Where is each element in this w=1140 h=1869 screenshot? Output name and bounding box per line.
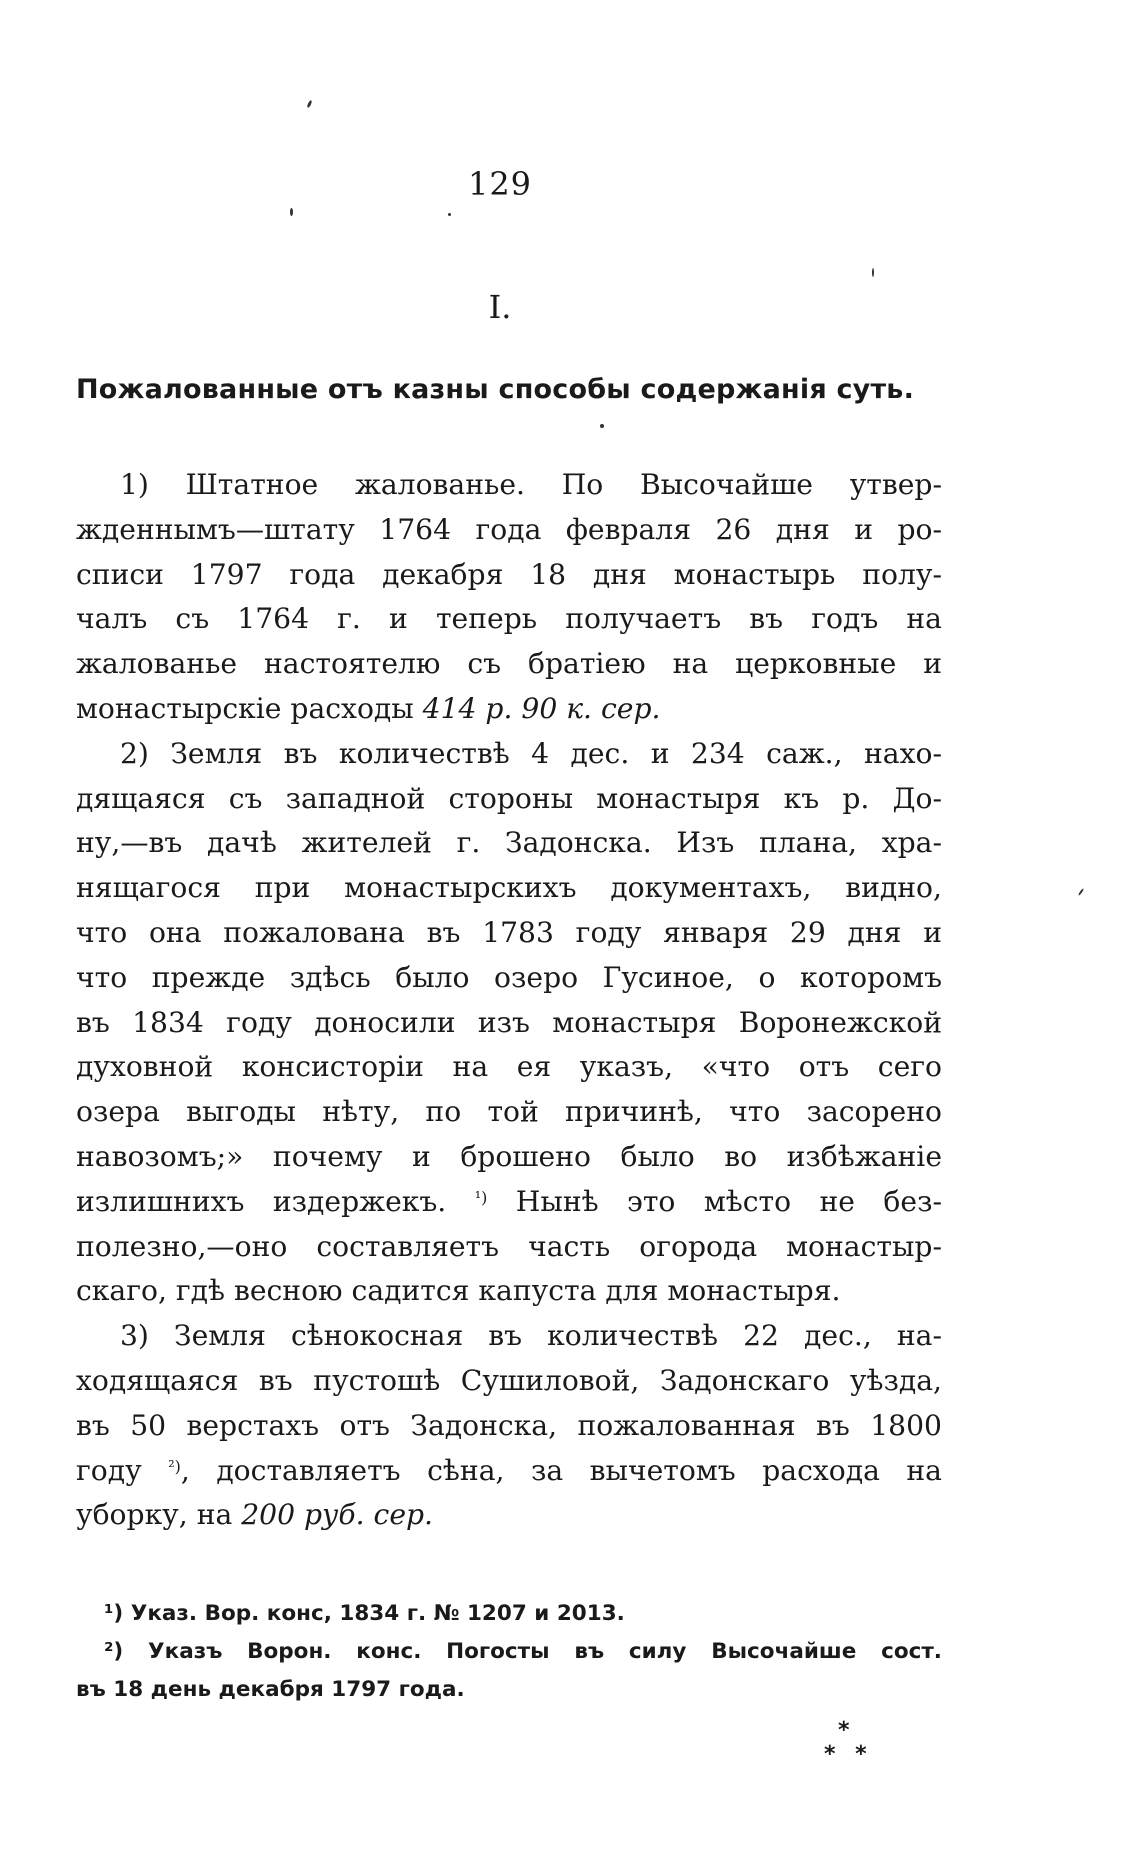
text-line: озера выгоды нѣту, по той причинѣ, что засорено	[76, 1095, 942, 1129]
text-line: 3) Земля сѣнокосная въ количествѣ 22 дес., на-	[120, 1319, 942, 1353]
footnote-text: Указ. Вор. конс, 1834 г. № 1207 и 2013.	[130, 1601, 625, 1626]
print-speck	[1078, 888, 1084, 896]
text-line: что она пожалована въ 1783 году января 29 дня и	[76, 915, 942, 949]
print-speck	[600, 424, 604, 428]
text-line: въ 50 верстахъ отъ Задонска, пожалованная въ 1800	[76, 1408, 942, 1442]
footnotes	[76, 1595, 942, 1709]
text-fragment: , доставляетъ сѣна, за вычетомъ расхода на	[180, 1453, 942, 1487]
text-line: дящаяся съ западной стороны монастыря къ р. До-	[76, 781, 942, 815]
text-line	[76, 1180, 942, 1225]
hay-value: 200 руб. сер.	[241, 1498, 434, 1532]
text-line: чалъ съ 1764 г. и теперь получаетъ въ годъ на	[76, 602, 942, 636]
text-line: въ 1834 году доносили изъ монастыря Воронежской	[76, 1005, 942, 1039]
text-line: жалованье настоятелю съ братіею на церковные и	[76, 647, 942, 681]
footnote-2-continuation: въ 18 день декабря 1797 года.	[76, 1677, 465, 1702]
section-numeral: I.	[488, 288, 512, 326]
section-heading: Пожалованные отъ казны способы содержанія суть.	[76, 374, 915, 405]
salary-amount: 414 р. 90 к. сер.	[422, 691, 661, 725]
asterism-bottom: * *	[824, 1742, 873, 1767]
print-speck	[872, 268, 874, 277]
text-line: 2) Земля въ количествѣ 4 дес. и 234 саж., нахо-	[120, 736, 942, 770]
text-fragment: уборку, на	[76, 1498, 242, 1532]
text-line	[76, 687, 942, 732]
text-line: 1) Штатное жалованье. По Высочайше утвер-	[120, 468, 942, 501]
page-number: 129	[467, 165, 533, 203]
paragraph-3	[76, 1314, 942, 1538]
text-fragment: Нынѣ это мѣсто не без-	[515, 1184, 942, 1218]
text-fragment: году	[76, 1453, 142, 1487]
text-line: навозомъ;» почему и брошено было во избѣжаніе	[76, 1139, 942, 1173]
text-line: духовной консисторіи на ея указъ, «что отъ сего	[76, 1050, 942, 1084]
text-line: жденнымъ—штату 1764 года февраля 26 дня и ро-	[76, 512, 942, 546]
footnote-mark: ²)	[104, 1639, 124, 1664]
footnote-ref-2[interactable]: ²)	[168, 1456, 181, 1476]
asterism-top: *	[838, 1718, 850, 1743]
paragraph-1	[76, 463, 942, 732]
text-line: ходящаяся въ пустошѣ Сушиловой, Задонскаго уѣзда,	[76, 1363, 942, 1397]
text-line: что прежде здѣсь было озеро Гусиное, о которомъ	[76, 960, 942, 994]
text-line: скаго, гдѣ весною садится капуста для монастыря.	[76, 1274, 841, 1308]
text-line: списи 1797 года декабря 18 дня монастырь полу-	[76, 557, 942, 591]
footnote-2	[76, 1633, 942, 1671]
text-line	[76, 1449, 942, 1494]
body-text	[76, 463, 942, 1538]
text-fragment: излишнихъ издержекъ.	[76, 1184, 447, 1218]
print-speck	[306, 100, 312, 109]
text-line: нящагося при монастырскихъ документахъ, видно,	[76, 871, 942, 905]
text-line: ну,—въ дачѣ жителей г. Задонска. Изъ плана, хра-	[76, 826, 942, 860]
print-speck	[448, 213, 451, 216]
footnote-mark: ¹)	[104, 1601, 124, 1626]
paragraph-2	[76, 732, 942, 1314]
text-line	[76, 1493, 942, 1538]
print-speck	[290, 208, 293, 216]
footnote-ref-1[interactable]: ¹)	[474, 1187, 488, 1207]
text-fragment: монастырскіе расходы	[76, 691, 423, 725]
footnote-1	[76, 1595, 942, 1633]
asterism-ornament	[820, 1718, 880, 1778]
footnote-text: Указъ Ворон. конс. Погосты въ силу Высочайше сост.	[148, 1639, 942, 1664]
text-line: полезно,—оно составляетъ часть огорода монастыр-	[76, 1229, 942, 1263]
